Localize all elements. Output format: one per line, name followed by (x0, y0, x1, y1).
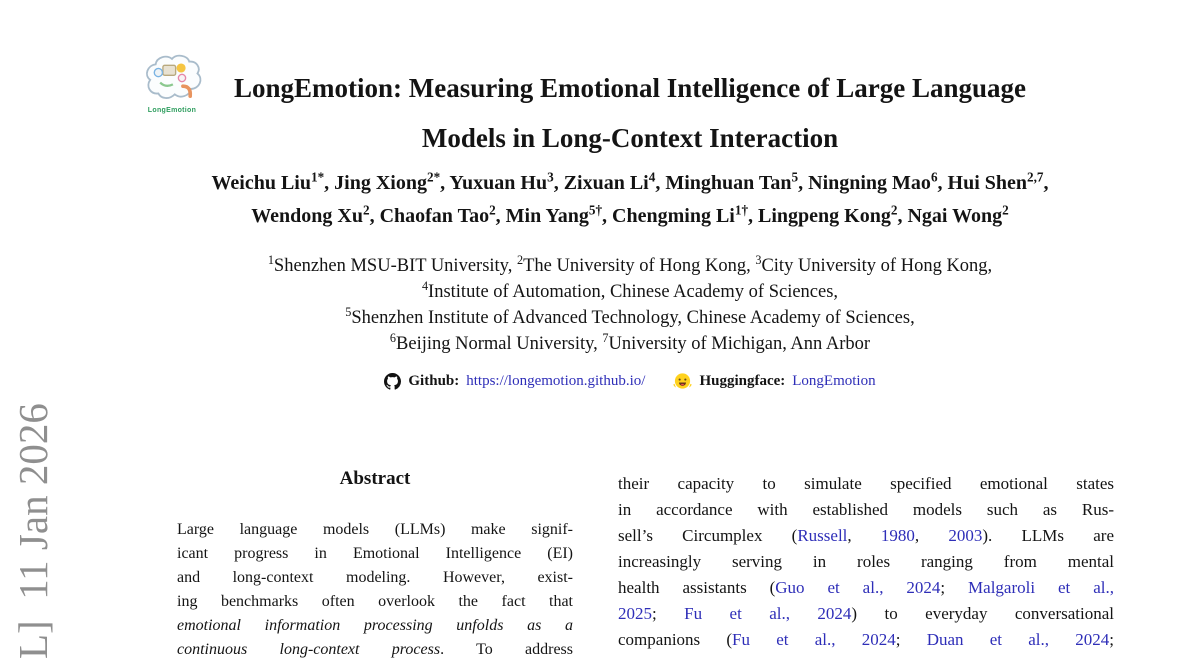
superscript: 7 (602, 330, 609, 345)
logo-caption: LongEmotion (147, 107, 197, 114)
huggingface-link[interactable]: LongEmotion (792, 372, 876, 389)
citation-link[interactable]: 2025 (618, 604, 652, 623)
abstract-text-line (177, 590, 573, 614)
body-text-line (618, 627, 1114, 653)
text-segment: The University of Hong Kong, (523, 255, 756, 276)
body-text-line (618, 549, 1114, 575)
body-text-line (618, 497, 1114, 523)
text-segment: , Lingpeng Kong (748, 205, 891, 227)
text-segment: , (847, 526, 881, 545)
text-segment: emotional information processing unfolds as a (177, 617, 573, 634)
text-segment: , Chaofan Tao (369, 205, 490, 227)
affiliation-line4 (110, 331, 1150, 357)
body-text-line (618, 575, 1114, 601)
abstract-heading: Abstract (339, 468, 411, 489)
text-segment: ). LLMs are (982, 526, 1115, 545)
arxiv-watermark: L] 11 Jan 2026 (10, 403, 56, 659)
text-segment: , Min Yang (495, 205, 589, 227)
affiliation-line1 (110, 253, 1150, 279)
text-segment: Institute of Automation, Chinese Academy of Sciences, (428, 281, 839, 302)
citation-link[interactable]: Fu et al., 2024 (684, 604, 852, 623)
superscript: 2 (1002, 202, 1009, 218)
affiliation-line2 (110, 279, 1150, 305)
superscript: 3 (547, 169, 554, 185)
abstract-column (177, 467, 573, 662)
abstract-text-line (177, 566, 573, 590)
text-segment: , Chengming Li (602, 205, 735, 227)
text-segment: and long-context modeling. However, exist- (177, 569, 573, 586)
text-segment: in accordance with established models such as Rus- (618, 500, 1114, 519)
text-segment: health assistants ( (618, 578, 776, 597)
text-segment: Shenzhen MSU-BIT University, (273, 255, 517, 276)
huggingface-label: Huggingface: (699, 372, 786, 389)
text-segment: ; (652, 604, 685, 623)
github-url-link[interactable]: https://longemotion.github.io/ (466, 372, 646, 389)
text-segment: , (1043, 172, 1049, 194)
github-icon (384, 373, 401, 390)
text-segment: . To address (440, 641, 573, 658)
text-segment: University of Michigan, Ann Arbor (608, 333, 871, 354)
superscript: 1 (267, 252, 274, 267)
superscript: 2 (489, 202, 496, 218)
superscript: 6 (389, 330, 397, 345)
text-segment: Weichu Liu (211, 172, 311, 194)
abstract-text-line (177, 518, 573, 542)
resource-links-bar (110, 369, 1150, 393)
authors-line2 (110, 200, 1150, 233)
superscript: 2,7 (1027, 169, 1044, 185)
text-segment: Large language models (LLMs) make signif- (177, 521, 573, 538)
text-segment: , (914, 526, 949, 545)
text-segment: ; (940, 578, 969, 597)
citation-link[interactable]: Guo et al., 2024 (775, 578, 941, 597)
intro-column (618, 471, 1114, 653)
citation-link[interactable]: 1980 (880, 526, 915, 545)
text-segment: ; (1109, 630, 1114, 649)
abstract-text-line (177, 614, 573, 638)
text-segment: Shenzhen Institute of Advanced Technology, Chinese Academy of Sciences, (351, 307, 915, 328)
affiliation-line3 (110, 305, 1150, 331)
abstract-text-line (177, 638, 573, 662)
text-segment: their capacity to simulate specified emotional states (618, 474, 1114, 493)
citation-link[interactable]: Malgaroli et al., (968, 578, 1114, 597)
huggingface-icon (673, 372, 692, 391)
text-segment: , Jing Xiong (324, 172, 427, 194)
body-text-line (618, 601, 1114, 627)
superscript: 4 (421, 278, 429, 293)
text-segment: icant progress in Emotional Intelligence (EI) (177, 545, 573, 562)
body-text-line (618, 471, 1114, 497)
superscript: 5† (588, 202, 603, 218)
text-segment: , Minghuan Tan (655, 172, 792, 194)
text-segment: , Hui Shen (937, 172, 1028, 194)
text-segment: ing benchmarks often overlook the fact that (177, 593, 573, 610)
text-segment: , Yuxuan Hu (440, 172, 548, 194)
text-segment: companions ( (618, 630, 733, 649)
authors-line1 (110, 167, 1150, 200)
superscript: 5 (791, 169, 799, 185)
citation-link[interactable]: Duan et al., 2024 (926, 630, 1110, 649)
superscript: 4 (648, 169, 656, 185)
superscript: 5 (345, 304, 352, 319)
text-segment: Beijing Normal University, (396, 333, 603, 354)
text-segment: increasingly serving in roles ranging from mental (618, 552, 1114, 571)
citation-link[interactable]: 2003 (948, 526, 983, 545)
github-label: Github: (408, 372, 460, 389)
text-segment: continuous long-context process (177, 641, 441, 658)
citation-link[interactable]: Fu et al., 2024 (732, 630, 896, 649)
paper-title-line2: Models in Long-Context Interaction (421, 122, 839, 153)
text-segment: , Ngai Wong (897, 205, 1003, 227)
superscript: 2 (516, 252, 524, 267)
superscript: 2 (890, 202, 898, 218)
superscript: 2 (362, 202, 370, 218)
body-text-line (618, 523, 1114, 549)
citation-link[interactable]: Russell (797, 526, 848, 545)
superscript: 6 (930, 169, 938, 185)
text-segment: Wendong Xu (251, 205, 363, 227)
abstract-text-line (177, 542, 573, 566)
text-segment: , Ningning Mao (798, 172, 931, 194)
paper-title-line1: LongEmotion: Measuring Emotional Intelligence of Large Language (234, 72, 1026, 103)
text-segment: City University of Hong Kong, (761, 255, 993, 276)
superscript: 2* (426, 169, 441, 185)
superscript: 1† (734, 202, 749, 218)
text-segment: ) to everyday conversational (851, 604, 1114, 623)
superscript: 3 (755, 252, 762, 267)
superscript: 1* (310, 169, 325, 185)
text-segment: sell’s Circumplex ( (618, 526, 798, 545)
text-segment: , Zixuan Li (553, 172, 649, 194)
text-segment: ; (895, 630, 927, 649)
